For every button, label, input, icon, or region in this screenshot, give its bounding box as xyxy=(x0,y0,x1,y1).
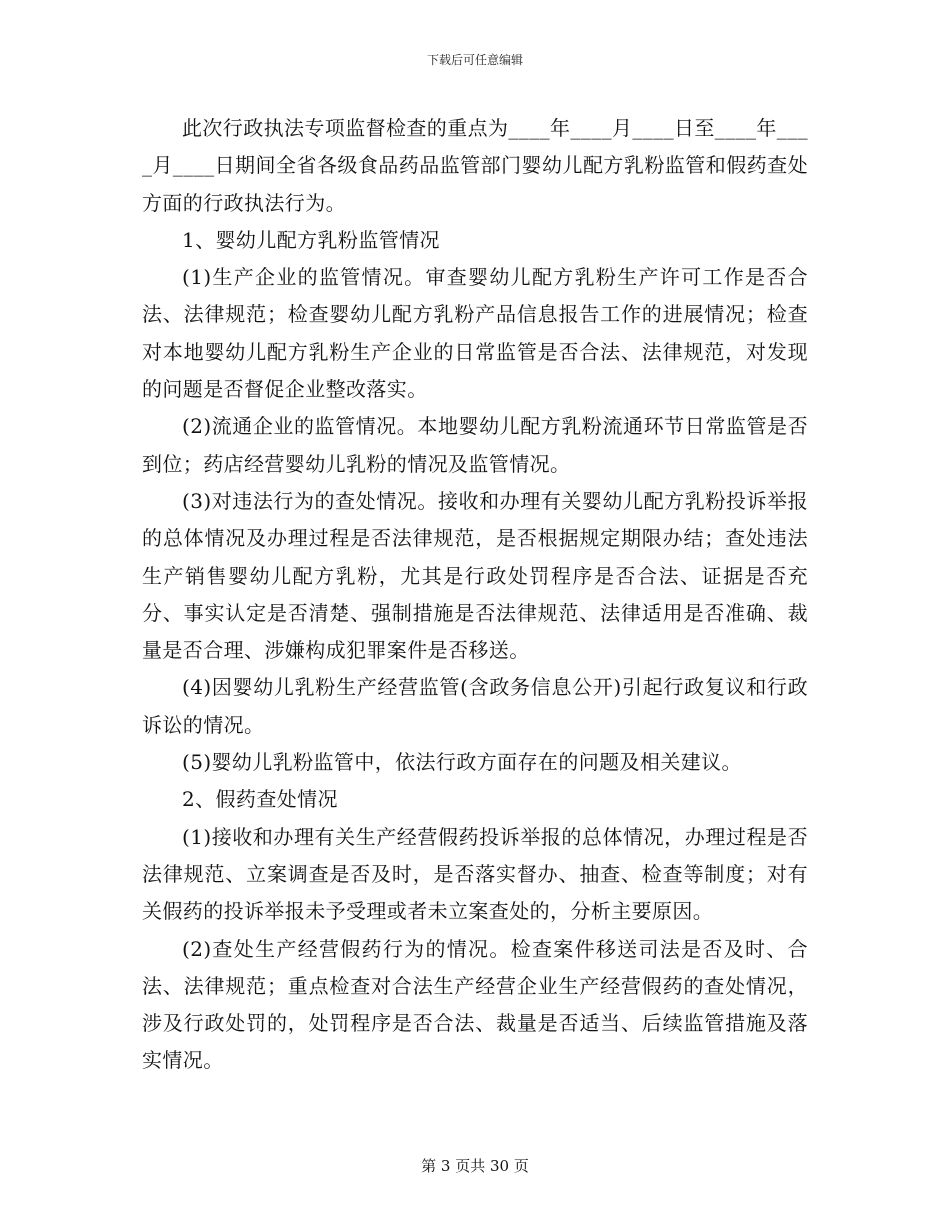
paragraph-violation-handling: (3)对违法行为的查处情况。接收和办理有关婴幼儿配方乳粉投诉举报的总体情况及办理过程是否法律规范，是否根据规定期限办结；查处违法生产销售婴幼儿配方乳粉，尤其是行政处罚程序是否合法、证据是否充分、事实认定是否清楚、强制措施是否法律规范、法律适用是否准确、裁量是否合理、涉嫌构成犯罪案件是否移送。 xyxy=(142,488,808,663)
paragraph-problems-suggestions: (5)婴幼儿乳粉监管中，依法行政方面存在的问题及相关建议。 xyxy=(182,750,742,775)
paragraph-administrative-review: (4)因婴幼儿乳粉生产经营监管(含政务信息公开)引起行政复议和行政诉讼的情况。 xyxy=(142,675,808,737)
paragraph-inspection-focus: 此次行政执法专项监督检查的重点为____年____月____日至____年____月____日期间全省各级食品药品监管部门婴幼儿配方乳粉监管和假药查处方面的行政执法行为。 xyxy=(142,116,808,215)
document-body xyxy=(142,110,808,1080)
paragraph-circulation-enterprise: (2)流通企业的监管情况。本地婴幼儿配方乳粉流通环节日常监管是否到位；药店经营婴幼儿乳粉的情况及监管情况。 xyxy=(142,414,808,476)
paragraph-complaint-handling: (1)接收和办理有关生产经营假药投诉举报的总体情况，办理过程是否法律规范、立案调查是否及时，是否落实督办、抽查、检查等制度；对有关假药的投诉举报未予受理或者未立案查处的，分析主要原因。 xyxy=(142,824,808,924)
paragraph-production-enterprise: (1)生产企业的监管情况。审查婴幼儿配方乳粉生产许可工作是否合法、法律规范；检查婴幼儿配方乳粉产品信息报告工作的进展情况；检查对本地婴幼儿配方乳粉生产企业的日常监管是否合法、法律规范，对发现的问题是否督促企业整改落实。 xyxy=(142,265,808,402)
section-heading-fake-drugs: 2、假药查处情况 xyxy=(182,787,338,812)
page-footer: 第 3 页共 30 页 xyxy=(421,1157,529,1175)
page-header: 下载后可任意编辑 xyxy=(426,53,523,67)
section-heading-infant-formula: 1、婴幼儿配方乳粉监管情况 xyxy=(182,227,440,252)
paragraph-fake-drug-investigation: (2)查处生产经营假药行为的情况。检查案件移送司法是否及时、合法、法律规范；重点检查对合法生产经营企业生产经营假药的查处情况，涉及行政处罚的，处罚程序是否合法、裁量是否适当、后续监管措施及落实情况。 xyxy=(142,936,808,1073)
